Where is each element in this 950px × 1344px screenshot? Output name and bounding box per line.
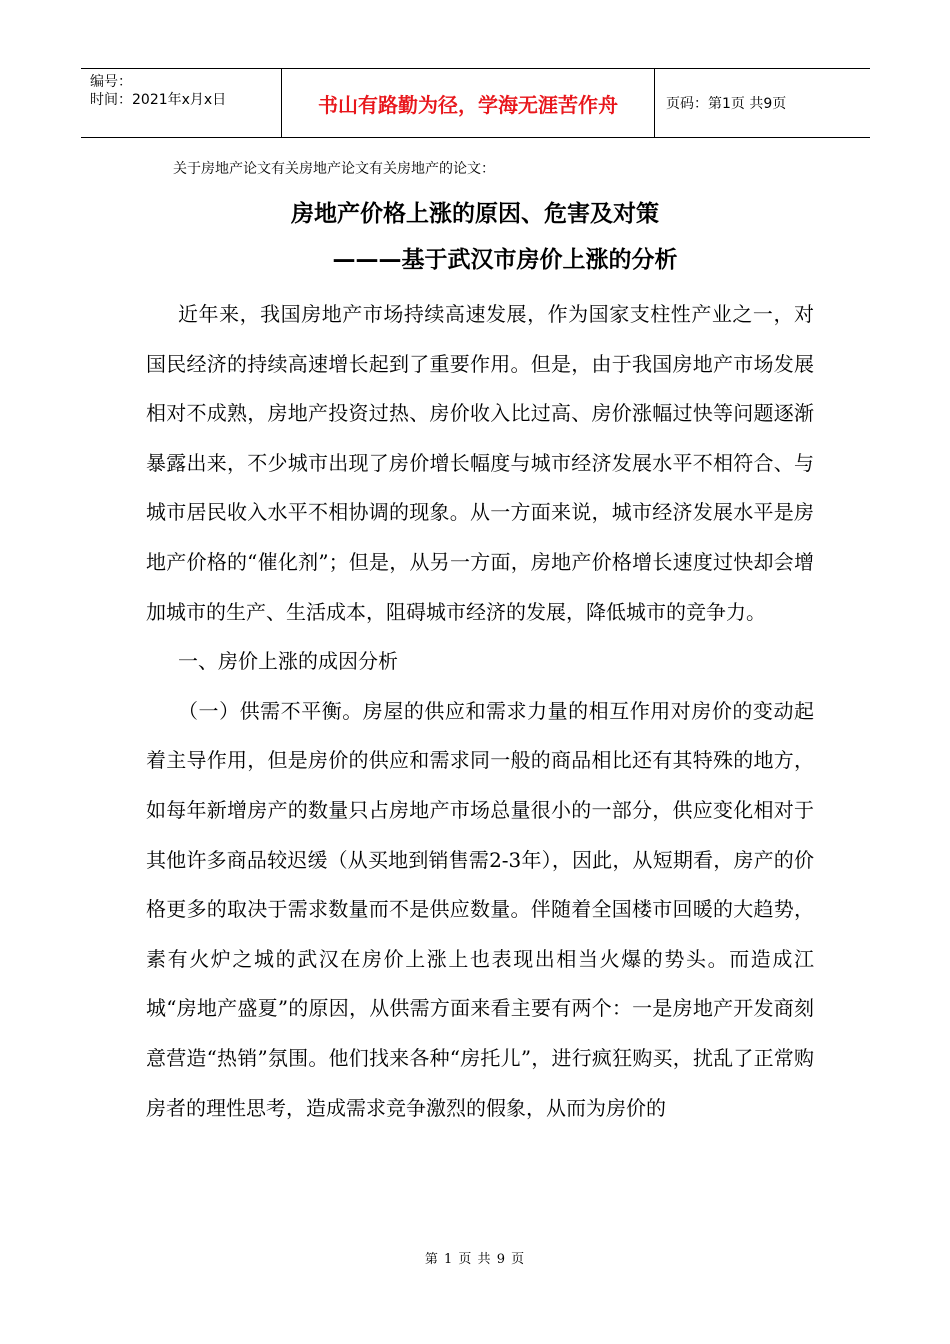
- body-text: [146, 290, 814, 1133]
- intro-line: 关于房地产论文有关房地产论文有关房地产的论文：: [173, 161, 495, 177]
- paragraph-intro: 近年来，我国房地产市场持续高速发展，作为国家支柱性产业之一，对国民经济的持续高速增长起到了重要作用。但是，由于我国房地产市场发展相对不成熟，房地产投资过热、房价收入比过高、房价涨幅过快等问题逐渐暴露出来，不少城市出现了房价增长幅度与城市经济发展水平不相符合、与城市居民收入水平不相协调的现象。从一方面来说，城市经济发展水平是房地产价格的“催化剂”；但是，从另一方面，房地产价格增长速度过快却会增加城市的生产、生活成本，阻碍城市经济的发展，降低城市的竞争力。: [146, 302, 814, 624]
- document-number-label: 编号：: [90, 74, 132, 90]
- header-motto: 书山有路勤为径，学海无涯苦作舟: [282, 69, 655, 137]
- document-title: 房地产价格上涨的原因、危害及对策: [291, 201, 659, 227]
- header-meta-cell: [81, 69, 282, 137]
- document-time-label: 时间：2021年x月x日: [90, 92, 227, 108]
- page-footer: 第 1 页 共 9 页: [424, 1252, 526, 1267]
- header-page-info: 页码：第1页 共9页: [666, 96, 787, 112]
- paragraph-supply-demand: （一）供需不平衡。房屋的供应和需求力量的相互作用对房价的变动起着主导作用，但是房价的供应和需求同一般的商品相比还有其特殊的地方，如每年新增房产的数量只占房地产市场总量很小的一部分，供应变化相对于其他许多商品较迟缓（从买地到销售需2-3年），因此，从短期看，房产的价格更多的取决于需求数量而不是供应数量。伴随着全国楼市回暖的大趋势，素有火炉之城的武汉在房价上涨上也表现出相当火爆的势头。而造成江城“房地产盛夏”的原因，从供需方面来看主要有两个：一是房地产开发商刻意营造“热销”氛围。他们找来各种“房托儿”，进行疯狂购买，扰乱了正常购房者的理性思考，造成需求竞争激烈的假象，从而为房价的: [146, 698, 814, 1120]
- header-table: [81, 68, 870, 138]
- document-subtitle: ———基于武汉市房价上涨的分析: [332, 247, 678, 273]
- section-heading: 一、房价上涨的成因分析: [178, 649, 398, 674]
